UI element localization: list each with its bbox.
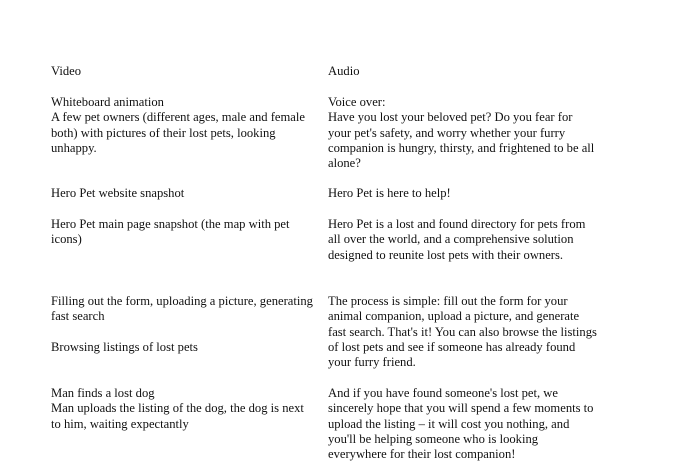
video-cell-website-snapshot: Hero Pet website snapshot <box>51 186 185 200</box>
video-cell-form: Filling out the form, uploading a picture, generating fast search <box>51 294 313 324</box>
video-column-header: Video <box>51 64 82 78</box>
video-cell-browsing: Browsing listings of lost pets <box>51 340 198 354</box>
video-cell-main-page: Hero Pet main page snapshot (the map with pet icons) <box>51 217 290 247</box>
audio-cell-found-pet: And if you have found someone's lost pet, we sincerely hope that you will spend a few moments to upload the listing – it will cost you nothing, and you'll be helping someone who is looking everywhere for their lost companion! <box>328 386 594 462</box>
audio-cell-intro: Voice over: Have you lost your beloved pet? Do you fear for your pet's safety, and worry whether your furry companion is hungry, thirsty, and frightened to be all alone? <box>328 95 595 171</box>
audio-cell-here-to-help: Hero Pet is here to help! <box>328 186 451 200</box>
audio-column-header: Audio <box>328 64 360 78</box>
audio-cell-directory: Hero Pet is a lost and found directory for pets from all over the world, and a comprehensive solution designed to reunite lost pets with their owners. <box>328 217 586 262</box>
video-cell-intro: Whiteboard animation A few pet owners (different ages, male and female both) with pictures of their lost pets, looking unhappy. <box>51 95 305 155</box>
audio-cell-process: The process is simple: fill out the form for your animal companion, upload a picture, and generate fast search. That's it! You can also browse the listings of lost pets and see if someone has already found your furry friend. <box>328 294 597 370</box>
video-cell-man-finds-dog: Man finds a lost dog Man uploads the listing of the dog, the dog is next to him, waiting expectantly <box>51 386 304 431</box>
